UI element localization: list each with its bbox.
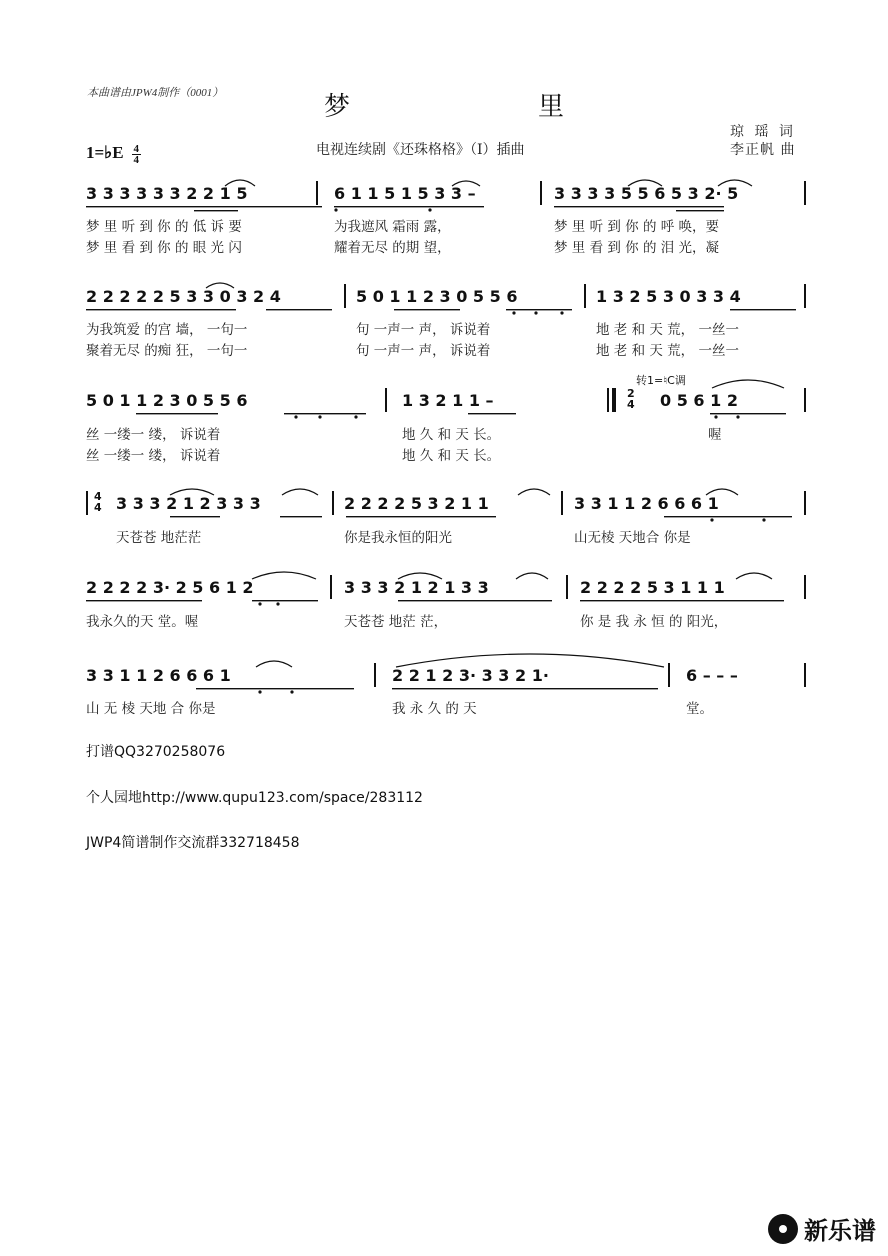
notes-s2-m2: 5 0 1 1 2 3 0 5 5 6 (356, 287, 518, 306)
time-denominator: 4 (133, 153, 140, 166)
slur-arc (706, 489, 738, 495)
notes-s5-m2: 3 3 3 2 1 2 1 3 3 (344, 578, 489, 597)
lyrics-s2-v1-m3: 地 老 和 天 荒， 一丝一 (596, 322, 739, 338)
lyrics-s5-m2: 天苍苍 地茫 茫， (344, 614, 448, 630)
subtitle: 电视连续剧《还珠格格》（I）插曲 (316, 142, 525, 158)
slur-arc (225, 180, 255, 186)
lyrics-s1-v2-m2: 耀着无尽 的期 望， (334, 240, 451, 256)
notes-s2-m3: 1 3 2 5 3 0 3 3 4 (596, 287, 741, 306)
notes-s5-m3: 2 2 2 2 5 3 1 1 1 (580, 578, 725, 597)
slur-arc (516, 573, 548, 579)
song-title-char-1: 梦 (324, 92, 353, 122)
notes-s1-m2: 6 1 1 5 1 5 3 3 – (334, 184, 476, 203)
slur-arc (398, 573, 442, 579)
lyrics-s1-v2-m3: 梦 里 看 到 你 的 泪 光，凝 (554, 240, 720, 256)
lyricist: 琼 瑶 词 (730, 124, 796, 140)
slur-arc (736, 573, 772, 579)
lyrics-s3-v1-m3: 喔 (708, 427, 722, 443)
lyrics-s3-v2-m2: 地 久 和 天 长。 (402, 448, 501, 464)
key-label: 1=♭E (86, 143, 124, 162)
slur-arc (628, 180, 662, 186)
lyrics-s1-v1-m1: 梦 里 听 到 你 的 低 诉 要 (86, 219, 242, 235)
slur-arc (282, 489, 318, 495)
notes-s2-m1: 2 2 2 2 2 5 3 3 0 3 2 4 (86, 287, 281, 306)
notes-s4-m3: 3 3 1 1 2 6 6 6 1 (574, 494, 719, 513)
credit-note: 本曲谱由JPW4制作（0001） (87, 87, 224, 99)
notes-s4-m2: 2 2 2 2 5 3 2 1 1 (344, 494, 489, 513)
lyrics-s2-v2-m3: 地 老 和 天 荒， 一丝一 (596, 343, 739, 359)
slur-arc (396, 654, 664, 667)
lyrics-s5-m3: 你 是 我 永 恒 的 阳光， (580, 614, 728, 630)
slur-arc (712, 380, 784, 388)
time-numerator: 4 (133, 142, 140, 155)
song-title-char-2: 里 (538, 92, 567, 122)
time-change-2-4: 2 4 (627, 387, 635, 411)
notes-s1-m3: 3 3 3 3 5 5 6 5 3 2· 5 (554, 184, 739, 203)
slur-arc (252, 572, 316, 579)
notes-s6-m3: 6 – – – (686, 666, 738, 685)
slur-arc (256, 661, 292, 667)
composer: 李正帆 曲 (730, 142, 796, 158)
slur-arc (518, 489, 550, 495)
lyrics-s4-m3: 山无棱 天地合 你是 (574, 530, 691, 546)
lyrics-s3-v2-m1: 丝 一缕一 缕， 诉说着 (86, 448, 221, 464)
notes-s5-m1: 2 2 2 2 3· 2 5 6 1 2 (86, 578, 254, 597)
lyrics-s6-m3: 堂。 (686, 701, 713, 717)
notes-s3-m1: 5 0 1 1 2 3 0 5 5 6 (86, 391, 248, 410)
lyrics-s3-v1-m1: 丝 一缕一 缕， 诉说着 (86, 427, 221, 443)
lyrics-s4-m2: 你是我永恒的阳光 (344, 530, 452, 546)
notes-s3-m3: 0 5 6 1 2 (660, 391, 738, 410)
slur-arc (452, 181, 480, 186)
site-logo[interactable] (768, 1211, 876, 1246)
lyrics-s1-v1-m3: 梦 里 听 到 你 的 呼 唤，要 (554, 219, 720, 235)
lyrics-s4-m1: 天苍苍 地茫茫 (116, 530, 202, 546)
notes-s6-m1: 3 3 1 1 2 6 6 6 1 (86, 666, 231, 685)
lyrics-s6-m1: 山 无 棱 天地 合 你是 (86, 701, 216, 717)
lyrics-s2-v2-m2: 句 一声一 声， 诉说着 (356, 343, 491, 359)
slur-arc (206, 283, 234, 288)
notes-s1-m1: 3 3 3 3 3 3 2 2 1 5 (86, 184, 248, 203)
footer-qq: 打谱QQ3270258076 (86, 744, 226, 760)
footer-site-link[interactable]: 个人园地http://www.qupu123.com/space/283112 (86, 790, 423, 806)
slur-arc (718, 180, 752, 186)
lyrics-s6-m2: 我 永 久 的 天 (392, 701, 477, 717)
logo-text: 新乐谱 (804, 1217, 876, 1245)
lyrics-s1-v2-m1: 梦 里 看 到 你 的 眼 光 闪 (86, 240, 242, 256)
notes-s6-m2: 2 2 1 2 3· 3 3 2 1· (392, 666, 549, 685)
notes-s4-m1: 3 3 3 2 1 2 3 3 3 (116, 494, 261, 513)
time-change-4-4: 4 4 (94, 490, 102, 514)
lyrics-s3-v1-m2: 地 久 和 天 长。 (402, 427, 501, 443)
slur-arc (170, 489, 214, 495)
notes-s3-m2: 1 3 2 1 1 – (402, 391, 494, 410)
record-disc-icon (768, 1214, 798, 1244)
modulation-mark: 转1=♮C调 (636, 374, 686, 387)
lyrics-s2-v2-m1: 聚着无尽 的痴 狂， 一句一 (86, 343, 248, 359)
lyrics-s2-v1-m2: 句 一声一 声， 诉说着 (356, 322, 491, 338)
lyrics-s5-m1: 我永久的天 堂。喔 (86, 614, 199, 630)
lyrics-s2-v1-m1: 为我筑爱 的宫 墙， 一句一 (86, 322, 248, 338)
footer-group: JWP4简谱制作交流群332718458 (86, 835, 300, 851)
lyrics-s1-v1-m2: 为我遮风 霜雨 露， (334, 219, 451, 235)
